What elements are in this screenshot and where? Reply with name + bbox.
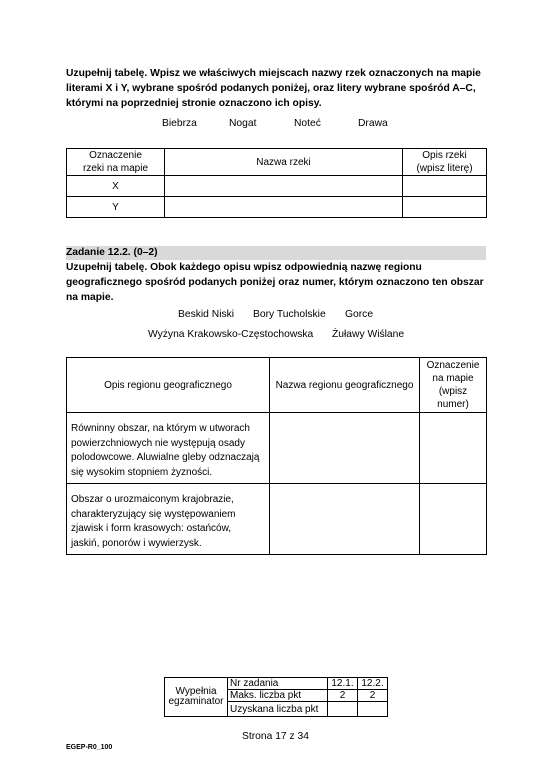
max-points: 2 bbox=[358, 690, 388, 702]
obtained-points-cell[interactable] bbox=[358, 702, 388, 717]
answer-cell-region-name[interactable] bbox=[270, 413, 420, 484]
max-points: 2 bbox=[328, 690, 358, 702]
grader-label: Wypełnia egzaminator bbox=[165, 678, 228, 717]
rivers-table bbox=[66, 148, 487, 218]
task1-instruction bbox=[66, 66, 506, 111]
col-header-region-desc: Opis regionu geograficznego bbox=[67, 358, 270, 413]
instruction-line: geograficznego spośród podanych poniżej oraz numer, którym oznaczono ten obszar bbox=[66, 277, 484, 288]
instruction-line: literami X i Y, wybrane spośród podanych poniżej, oraz litery wybrane spośród A–C, bbox=[66, 83, 476, 94]
regions-table bbox=[66, 357, 487, 555]
answer-cell-map-number[interactable] bbox=[420, 484, 487, 555]
grading-table bbox=[164, 677, 388, 717]
col-header-map-label: Oznaczenie rzeki na mapie bbox=[67, 149, 165, 176]
region-option: Gorce bbox=[345, 309, 374, 320]
task-number: 12.1. bbox=[328, 678, 358, 690]
grading-row-label: Nr zadania bbox=[228, 678, 328, 690]
col-header-region-name: Nazwa regionu geograficznego bbox=[270, 358, 420, 413]
region-option: Wyżyna Krakowsko-Częstochowska bbox=[148, 329, 314, 340]
answer-cell-map-number[interactable] bbox=[420, 413, 487, 484]
answer-cell-river-desc[interactable] bbox=[403, 197, 487, 218]
task2-instruction bbox=[66, 260, 506, 305]
river-option: Nogat bbox=[229, 118, 257, 129]
river-option: Drawa bbox=[358, 118, 388, 129]
grading-row-label: Maks. liczba pkt bbox=[228, 690, 328, 702]
row-label-x: X bbox=[67, 176, 165, 197]
answer-cell-river-name[interactable] bbox=[165, 197, 403, 218]
region-description: Obszar o urozmaiconym krajobrazie, charakteryzujący się występowaniem zjawisk i form krasowych: ostańców, jaskiń, ponorów i wywierzysk. bbox=[67, 484, 270, 555]
grading-row-label: Uzyskana liczba pkt bbox=[228, 702, 328, 717]
instruction-line: którymi na poprzedniej stronie oznaczono ich opisy. bbox=[66, 98, 322, 109]
obtained-points-cell[interactable] bbox=[328, 702, 358, 717]
col-header-map-number: Oznaczenie na mapie (wpisz numer) bbox=[420, 358, 487, 413]
row-label-y: Y bbox=[67, 197, 165, 218]
task-number: 12.2. bbox=[358, 678, 388, 690]
region-option: Beskid Niski bbox=[178, 309, 235, 320]
answer-cell-river-desc[interactable] bbox=[403, 176, 487, 197]
region-option: Bory Tucholskie bbox=[253, 309, 326, 320]
answer-cell-river-name[interactable] bbox=[165, 176, 403, 197]
instruction-line: Uzupełnij tabelę. Wpisz we właściwych miejscach nazwy rzek oznaczonych na mapie bbox=[66, 68, 481, 79]
page-number: Strona 17 z 34 bbox=[242, 731, 309, 742]
col-header-river-desc: Opis rzeki (wpisz literę) bbox=[403, 149, 487, 176]
region-option: Żuławy Wiślane bbox=[332, 329, 405, 340]
instruction-line: Uzupełnij tabelę. Obok każdego opisu wpisz odpowiednią nazwę regionu bbox=[66, 262, 422, 273]
exam-code: EGEP-R0_100 bbox=[66, 744, 113, 751]
region-description: Równinny obszar, na którym w utworach powierzchniowych nie występują osady polodowcowe. Aluwialne gleby odznaczają się wysokim stopniem żyzności. bbox=[67, 413, 270, 484]
task2-header: Zadanie 12.2. (0–2) bbox=[66, 246, 486, 260]
answer-cell-region-name[interactable] bbox=[270, 484, 420, 555]
river-option: Biebrza bbox=[162, 118, 197, 129]
instruction-line: na mapie. bbox=[66, 292, 114, 303]
river-option: Noteć bbox=[294, 118, 321, 129]
col-header-river-name: Nazwa rzeki bbox=[165, 149, 403, 176]
